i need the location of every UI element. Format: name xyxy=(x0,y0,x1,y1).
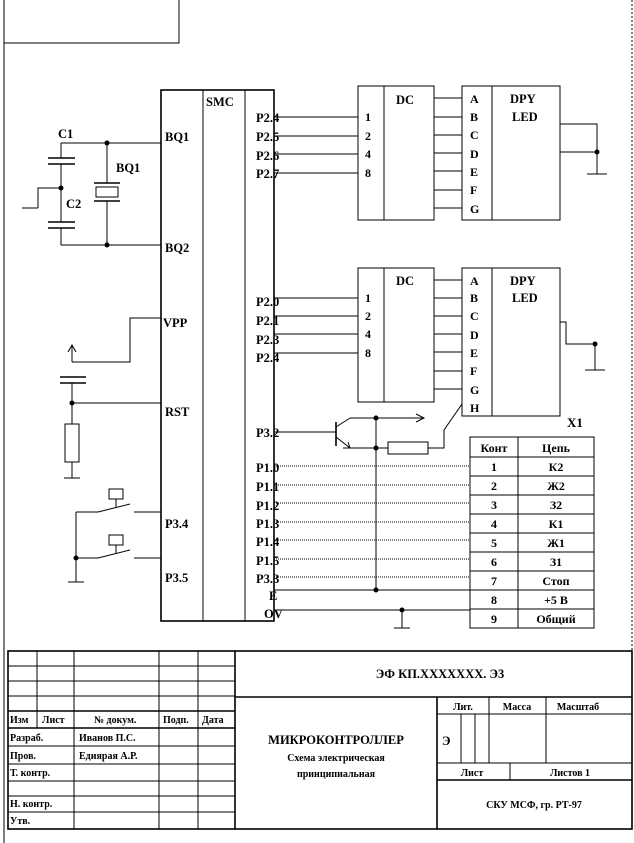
connector-row-3-circuit: З2 xyxy=(549,498,563,512)
connector-row-5-contact: 5 xyxy=(491,536,497,550)
connector-row-4-contact: 4 xyxy=(491,517,497,531)
mcu-pin-p13: P1.3 xyxy=(256,517,280,531)
connector-row-5-circuit: Ж1 xyxy=(547,536,565,550)
crystal-circuit xyxy=(22,127,161,248)
reset-circuit xyxy=(60,318,161,478)
display-top xyxy=(434,86,607,220)
decoder-top-title: DC xyxy=(396,93,415,107)
title-main: МИКРОКОНТРОЛЛЕР xyxy=(268,733,404,747)
mcu-pin-p32: P3.2 xyxy=(256,426,280,440)
mcu-pin-p21: P2.1 xyxy=(256,314,280,328)
decoder-mid xyxy=(274,268,434,402)
decoder-top-in-1: 1 xyxy=(365,110,371,124)
buttons-circuit xyxy=(68,489,161,582)
display-mid-seg-b: B xyxy=(470,291,479,305)
mcu-pin-p26: P2.6 xyxy=(256,149,280,163)
display-top-line1: DPY xyxy=(510,92,536,106)
display-mid xyxy=(434,268,605,416)
display-top-seg-f: F xyxy=(470,183,478,197)
bus-lines xyxy=(274,466,470,628)
decoder-mid-in-1: 1 xyxy=(365,291,371,305)
mcu-pin-p24a: P2.4 xyxy=(256,111,280,125)
connector-header-circuit: Цепь xyxy=(542,441,570,455)
connector-row-4-circuit: К1 xyxy=(548,517,564,531)
mcu-pin-p27: P2.7 xyxy=(256,167,280,181)
organization: СКУ МСФ, гр. РТ-97 xyxy=(486,800,582,811)
mcu-pin-p23: P2.3 xyxy=(256,333,280,347)
c2-label: C2 xyxy=(66,197,82,211)
sheets-label: Листов 1 xyxy=(549,768,591,779)
mcu-pin-p34: P3.4 xyxy=(165,517,189,531)
decoder-mid-in-2: 2 xyxy=(365,309,371,323)
mcu-pin-ov: OV xyxy=(264,607,283,621)
mcu-pin-bq1: BQ1 xyxy=(165,130,190,144)
display-top-seg-e: E xyxy=(470,165,479,179)
title-sub2: принципиальная xyxy=(296,769,376,780)
mcu-pin-vpp: VPP xyxy=(163,316,188,330)
display-top-seg-c: C xyxy=(470,128,479,142)
decoder-top xyxy=(274,86,434,220)
decoder-mid-title: DC xyxy=(396,274,415,288)
display-mid-seg-e: E xyxy=(470,346,479,360)
display-mid-seg-h: H xyxy=(470,401,480,415)
connector-title: X1 xyxy=(567,415,583,430)
decoder-top-in-8: 8 xyxy=(365,166,371,180)
connector-row-9-circuit: Общий xyxy=(536,612,576,626)
decoder-mid-in-4: 4 xyxy=(365,327,371,341)
role-developer: Разраб. xyxy=(10,733,44,744)
connector-row-7-circuit: Стоп xyxy=(542,574,570,588)
connector-table xyxy=(470,415,594,628)
display-mid-seg-f: F xyxy=(470,364,478,378)
lit-label: Лит. xyxy=(453,702,473,713)
col-doc: № докум. xyxy=(94,715,137,726)
mcu-pin-p15: P1.5 xyxy=(256,554,280,568)
bq1-label: BQ1 xyxy=(116,161,141,175)
connector-row-8-circuit: +5 В xyxy=(544,593,568,607)
display-top-seg-g: G xyxy=(470,202,480,216)
title-block xyxy=(8,651,632,829)
display-mid-line2: LED xyxy=(512,291,538,305)
decoder-mid-in-8: 8 xyxy=(365,346,371,360)
mcu-pin-p33: P3.3 xyxy=(256,572,280,586)
mcu-title: SMC xyxy=(206,95,234,109)
col-list: Лист xyxy=(42,715,65,726)
role-norm-control: Н. контр. xyxy=(10,799,53,810)
connector-row-3-contact: 3 xyxy=(491,498,497,512)
mcu-pin-bq2: BQ2 xyxy=(165,241,190,255)
connector-header-contact: Конт xyxy=(480,441,508,455)
scale-label: Масштаб xyxy=(556,702,600,713)
name-developer: Иванов П.С. xyxy=(79,733,136,744)
display-mid-seg-g: G xyxy=(470,383,480,397)
display-top-seg-b: B xyxy=(470,110,479,124)
connector-row-8-contact: 8 xyxy=(491,593,497,607)
transistor-circuit xyxy=(274,404,462,593)
display-top-seg-d: D xyxy=(470,147,479,161)
mcu-pin-p24b: P2.4 xyxy=(256,351,280,365)
display-top-seg-a: A xyxy=(470,92,479,106)
title-sub1: Схема электрическая xyxy=(287,753,385,764)
display-mid-seg-d: D xyxy=(470,328,479,342)
connector-row-6-contact: 6 xyxy=(491,555,497,569)
role-tech-control: Т. контр. xyxy=(10,768,51,779)
mcu-pin-e: E xyxy=(269,589,278,603)
connector-row-1-contact: 1 xyxy=(491,460,497,474)
display-mid-line1: DPY xyxy=(510,274,536,288)
mcu-pin-p12: P1.2 xyxy=(256,499,280,513)
connector-row-6-circuit: З1 xyxy=(549,555,563,569)
col-izm: Изм xyxy=(10,715,29,726)
name-checker: Едиярая А.Р. xyxy=(79,751,138,762)
mcu-pin-rst: RST xyxy=(165,405,190,419)
mass-label: Масса xyxy=(502,702,532,713)
c1-label: C1 xyxy=(58,127,74,141)
col-sign: Подп. xyxy=(163,715,189,726)
mcu-pin-p35: P3.5 xyxy=(165,571,189,585)
display-mid-seg-c: C xyxy=(470,309,479,323)
col-date: Дата xyxy=(202,715,224,726)
sheet-label: Лист xyxy=(460,768,484,779)
connector-row-7-contact: 7 xyxy=(491,574,497,588)
connector-row-2-circuit: Ж2 xyxy=(547,479,565,493)
decoder-top-in-2: 2 xyxy=(365,129,371,143)
mcu-block xyxy=(161,90,283,621)
mcu-pin-p11: P1.1 xyxy=(256,480,280,494)
doc-code: ЭФ КП.XXXXXXX. Э3 xyxy=(375,667,505,681)
mcu-pin-p14: P1.4 xyxy=(256,535,280,549)
connector-row-2-contact: 2 xyxy=(491,479,497,493)
mcu-pin-p20: P2.0 xyxy=(256,295,280,309)
decoder-top-in-4: 4 xyxy=(365,147,371,161)
role-approved: Утв. xyxy=(10,816,31,827)
lit-value: Э xyxy=(442,734,451,748)
mcu-pin-p25: P2.5 xyxy=(256,130,280,144)
connector-row-1-circuit: К2 xyxy=(548,460,564,474)
display-top-line2: LED xyxy=(512,110,538,124)
connector-row-9-contact: 9 xyxy=(491,612,497,626)
mcu-pin-p10: P1.0 xyxy=(256,461,280,475)
display-mid-seg-a: A xyxy=(470,274,479,288)
role-checker: Пров. xyxy=(10,751,36,762)
